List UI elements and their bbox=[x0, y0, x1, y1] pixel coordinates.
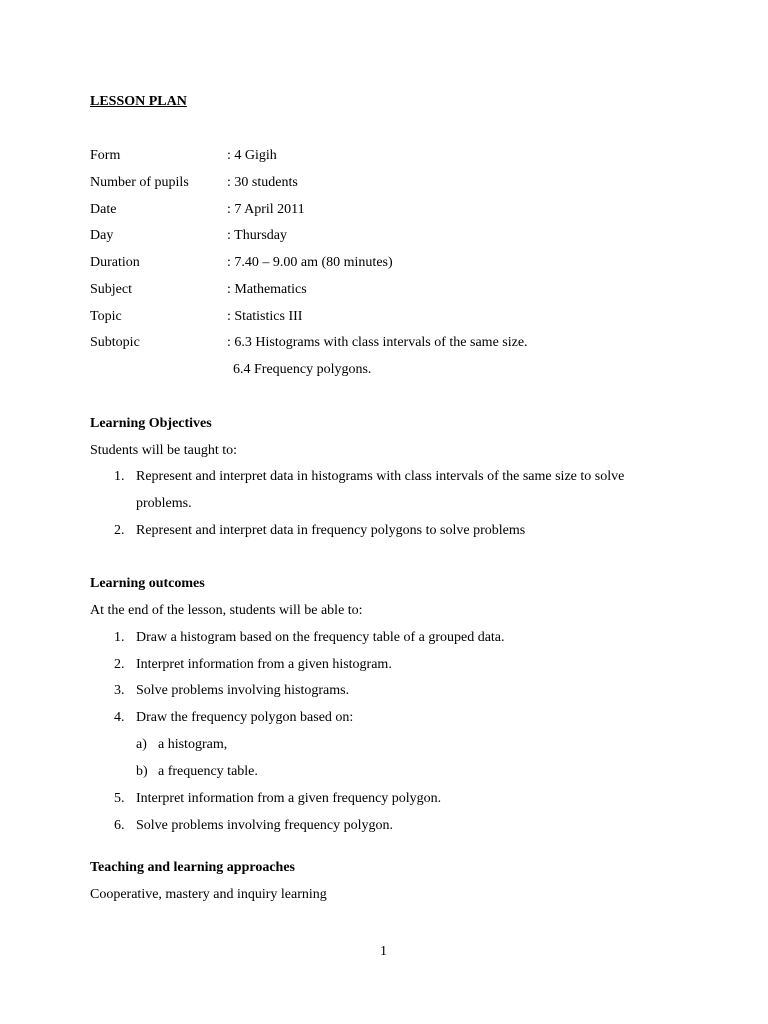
page-title: LESSON PLAN bbox=[90, 94, 187, 109]
outcomes-heading: Learning outcomes bbox=[90, 576, 205, 591]
info-value-topic: : Statistics III bbox=[227, 309, 303, 324]
info-label-subject: Subject bbox=[90, 282, 132, 297]
info-value-pupils: : 30 students bbox=[227, 175, 298, 190]
outcome-text: Interpret information from a given frequency polygon. bbox=[136, 791, 442, 806]
info-label-subtopic: Subtopic bbox=[90, 335, 140, 350]
objective-text-cont: problems. bbox=[136, 496, 192, 511]
outcome-subitem-label: b) bbox=[136, 764, 148, 779]
info-label-date: Date bbox=[90, 202, 117, 217]
outcome-number: 4. bbox=[114, 710, 125, 725]
info-label-topic: Topic bbox=[90, 309, 122, 324]
outcome-subitem-text: a histogram, bbox=[158, 737, 228, 752]
info-value-form: : 4 Gigih bbox=[227, 148, 277, 163]
outcome-number: 2. bbox=[114, 657, 125, 672]
objective-text: Represent and interpret data in frequency polygons to solve problems bbox=[136, 523, 526, 538]
info-label-duration: Duration bbox=[90, 255, 140, 270]
objective-number: 1. bbox=[114, 469, 125, 484]
info-label-pupils: Number of pupils bbox=[90, 175, 189, 190]
info-label-day: Day bbox=[90, 228, 114, 243]
objective-text: Represent and interpret data in histograms with class intervals of the same size to solve bbox=[136, 469, 625, 484]
outcome-number: 6. bbox=[114, 818, 125, 833]
outcome-number: 1. bbox=[114, 630, 125, 645]
outcome-subitem-text: a frequency table. bbox=[158, 764, 258, 779]
outcome-number: 3. bbox=[114, 683, 125, 698]
objective-number: 2. bbox=[114, 523, 125, 538]
info-value-subject: : Mathematics bbox=[227, 282, 307, 297]
info-value-duration: : 7.40 – 9.00 am (80 minutes) bbox=[227, 255, 393, 270]
info-value-day: : Thursday bbox=[227, 228, 288, 243]
outcome-text: Solve problems involving histograms. bbox=[136, 683, 350, 698]
info-value-date: : 7 April 2011 bbox=[227, 202, 305, 217]
outcome-text: Solve problems involving frequency polygon. bbox=[136, 818, 394, 833]
page-number: 1 bbox=[380, 944, 387, 959]
info-label-form: Form bbox=[90, 148, 121, 163]
outcomes-intro: At the end of the lesson, students will be able to: bbox=[90, 603, 363, 618]
outcome-subitem-label: a) bbox=[136, 737, 147, 752]
objectives-intro: Students will be taught to: bbox=[90, 443, 237, 458]
objectives-heading: Learning Objectives bbox=[90, 416, 212, 431]
info-value-subtopic-cont: 6.4 Frequency polygons. bbox=[233, 362, 372, 377]
outcome-text: Interpret information from a given histogram. bbox=[136, 657, 392, 672]
approaches-text: Cooperative, mastery and inquiry learning bbox=[90, 887, 327, 902]
outcome-number: 5. bbox=[114, 791, 125, 806]
outcome-text: Draw a histogram based on the frequency table of a grouped data. bbox=[136, 630, 505, 645]
info-value-subtopic: : 6.3 Histograms with class intervals of the same size. bbox=[227, 335, 528, 350]
outcome-text: Draw the frequency polygon based on: bbox=[136, 710, 354, 725]
approaches-heading: Teaching and learning approaches bbox=[90, 860, 295, 875]
